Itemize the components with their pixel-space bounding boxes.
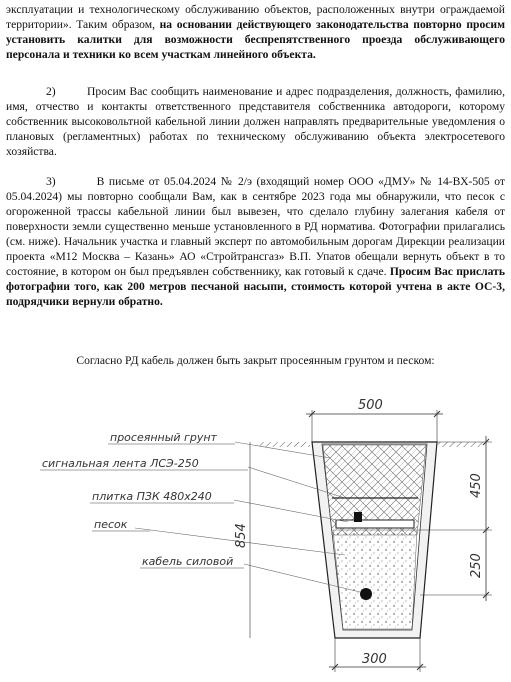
dim-top-width: 500	[358, 398, 383, 413]
paragraph-2	[6, 84, 505, 159]
label-screened-soil: просеянный грунт	[110, 431, 217, 444]
dim-upper-depth: 450	[469, 473, 484, 498]
trench-cross-section-drawing	[0, 380, 511, 680]
paragraph-1-text: эксплуатации и технологическому обслуживанию объектов, расположенных внутри ограждаемой территории». Таким образом,	[6, 3, 505, 31]
paragraph-1-bold: на основании действующего законодательства повторно просим установить калитки для возможности беспрепятственного проезда обслуживающего персонала и техники ко всем участкам линейного объекта.	[6, 18, 505, 61]
dim-lower-depth: 250	[469, 553, 484, 578]
dim-bottom-width: 300	[362, 652, 387, 667]
paragraph-2-text: 2) Просим Вас сообщить наименование и адрес подразделения, должность, фамилию, имя, отчество и контакты ответственного представителя собственника автодороги, которому собственник высоковольтной кабельной линии должен направлять предварительные уведомления о плановых (регламентных) работах по техническому обслуживанию объекта электросетевого хозяйства.	[6, 85, 505, 158]
label-power-cable: кабель силовой	[142, 555, 234, 568]
tile-marker	[354, 512, 362, 522]
ground-left	[260, 442, 310, 447]
tile	[336, 520, 414, 528]
label-tile: плитка ПЗК 480х240	[92, 490, 212, 503]
paragraph-3	[6, 174, 505, 309]
label-sand: песок	[94, 518, 128, 531]
figure-caption: Согласно РД кабель должен быть закрыт просеянным грунтом и песком:	[76, 354, 435, 367]
ground-right	[438, 442, 483, 447]
cable	[360, 588, 372, 600]
label-signal-tape: сигнальная лента ЛСЭ-250	[42, 457, 199, 470]
paragraph-3-text: 3) В письме от 05.04.2024 № 2/э (входящий номер ООО «ДМУ» № 14-ВХ-505 от 05.04.2024) мы повторно сообщали Вам, как в сентябре 2023 года мы обнаружили, что песок с огороженной трассы кабельной линии был вывезен, что сделало глубину залегания кабеля от поверхности земли существенно меньше установленного в РД норматива. Фотографии прилагались (см. ниже). Начальник участка и главный эксперт по автомобильным дорогам Дирекции реализации проекта «М12 Москва – Казань» АО «Стройтрансгаз» В.П. Упатов обещали вернуть объект в то состояние, в котором он был предъявлен собственнику, как готовый к сдаче.	[6, 175, 505, 278]
paragraph-1	[6, 2, 505, 62]
sand-zone	[333, 530, 417, 629]
paragraph-3-bold: Просим Вас прислать фотографии того, как 200 метров песчаной насыпи, стоимость которой учтена в акте ОС-3, подрядчики вернули обратно.	[6, 265, 505, 308]
dim-total-depth: 854	[234, 523, 249, 548]
